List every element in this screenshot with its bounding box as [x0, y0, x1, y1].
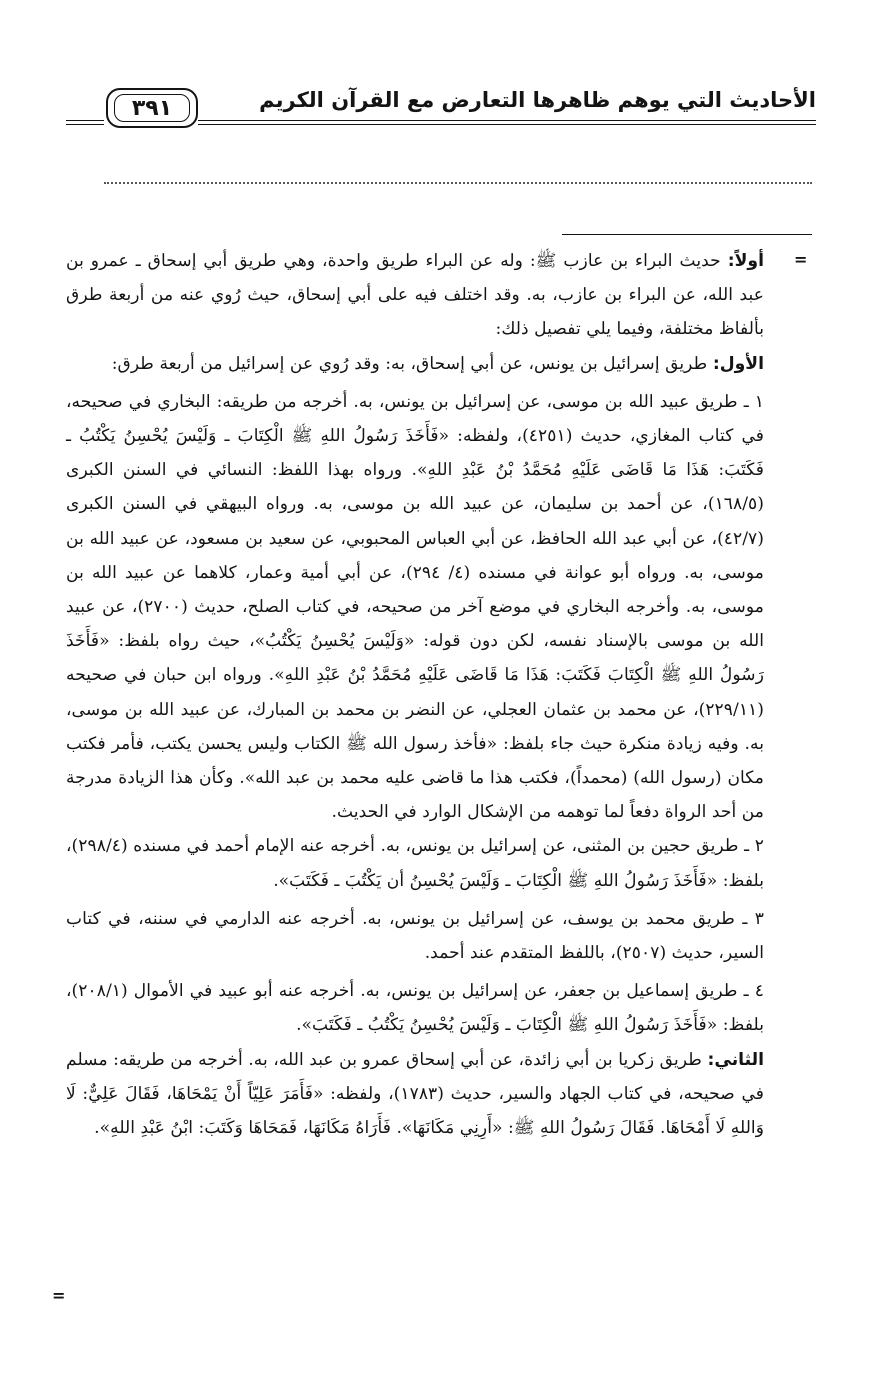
paragraph-text: ١ ـ طريق عبيد الله بن موسى، عن إسرائيل بن يونس، به. أخرجه من طريقه: البخاري في صحيحه، في كتاب المغازي، حديث (٤٢٥١)، ولفظه: «فَأَخَذَ رَسُولُ اللهِ ﷺ الْكِتَابَ ـ وَلَيْسَ يُحْسِنُ يَكْتُبُ ـ فَكَتَبَ: هَذَا مَا قَاضَى عَلَيْهِ مُحَمَّدُ بْنُ عَبْدِ اللهِ». ورواه بهذا اللفظ: النسائي في السنن الكبرى (١٦٨/٥)، عن أحمد بن سليمان، عن عبيد الله بن موسى، به. ورواه البيهقي في السنن الكبرى (٤٢/٧)، عن أبي عبد الله الحافظ، عن أبي العباس المحبوبي، عن سعيد بن مسعود، عن عبيد الله بن موسى، به. ورواه أبو عوانة في مسنده (٤/ ٢٩٤)، عن أبي أمية وعمار، كلاهما عن عبيد الله بن موسى، به. وأخرجه البخاري في موضع آخر من صحيحه، في كتاب الصلح، حديث (٢٧٠٠)، عن عبيد الله بن موسى بالإسناد نفسه، لكن دون قوله: «وَلَيْسَ يُحْسِنُ يَكْتُبُ»، حيث رواه بلفظ: «فَأَخَذَ رَسُولُ اللهِ ﷺ الْكِتَابَ فَكَتَبَ: هَذَا مَا قَاضَى عَلَيْهِ مُحَمَّدُ بْنُ عَبْدِ اللهِ». ورواه ابن حبان في صحيحه (٢٢٩/١١)، عن محمد بن عثمان العجلي، عن النضر بن محمد بن المبارك، عن عبيد الله بن موسى، به. وفيه زيادة منكرة حيث جاء بلفظ: «فأخذ رسول الله ﷺ الكتاب وليس يحسن يكتب، فأمر فكتب مكان (رسول الله) (محمداً)، فكتب هذا ما قاضى عليه محمد بن عبد الله». وكأن هذا الزيادة مدرجة من أحد الرواة دفعاً لما توهمه من الإشكال الوارد في الحديث.: [66, 391, 765, 823]
running-header: [66, 86, 816, 136]
paragraph-first: [66, 244, 764, 347]
paragraph-path-3: [66, 902, 764, 970]
paragraph-text: ٤ ـ طريق إسماعيل بن جعفر، عن إسرائيل بن يونس، به. أخرجه عنه أبو عبيد في الأموال (٢٠٨/١)، بلفظ: «فَأَخَذَ رَسُولُ اللهِ ﷺ الْكِتَابَ ـ وَلَيْسَ يُحْسِنُ يَكْتُبُ ـ فَكَتَبَ».: [66, 981, 764, 1036]
paragraph-path-1: [66, 385, 764, 830]
header-title: الأحاديث التي يوهم ظاهرها التعارض مع القرآن الكريم: [259, 88, 816, 112]
separator-dotted-line: [104, 182, 812, 184]
paragraph-text: طريق زكريا بن أبي زائدة، عن أبي إسحاق عمرو بن عبد الله، به. أخرجه من طريقه: مسلم في صحيحه، في كتاب الجهاد والسير، حديث (١٧٨٣)، ولفظه: «فَأَمَرَ عَلِيّاً أَنْ يَمْحَاهَا، فَقَالَ عَلِيٌّ: لَا وَاللهِ لَا أَمْحَاهَا. فَقَالَ رَسُولُ اللهِ ﷺ: «أَرِنِي مَكَانَهَا». فَأَرَاهُ مَكَانَهَا، فَمَحَاهَا وَكَتَبَ: ابْنُ عَبْدِ اللهِ».: [66, 1049, 765, 1139]
header-rule-right-double: [198, 124, 816, 125]
section-lead: الثاني:: [707, 1049, 764, 1070]
section-lead: الأول:: [712, 353, 764, 374]
page-number-frame: [106, 88, 198, 128]
paragraph-text: ٢ ـ طريق حجين بن المثنى، عن إسرائيل بن يونس، به. أخرجه عنه الإمام أحمد في مسنده (٢٩٨/٤)، بلفظ: «فَأَخَذَ رَسُولُ اللهِ ﷺ الْكِتَابَ ـ وَلَيْسَ يُحْسِنُ أن يَكْتُبَ ـ فَكَتَبَ».: [66, 836, 764, 891]
continues-to-mark: =: [52, 1286, 66, 1305]
paragraph-path-4: [66, 974, 764, 1042]
continued-from-mark: =: [794, 250, 808, 269]
page-number: ٣٩١: [114, 94, 190, 122]
paragraph-text: حديث البراء بن عازب ﷺ: وله عن البراء طريق واحدة، وهي طريق أبي إسحاق ـ عمرو بن عبد الله، عن البراء بن عازب، به. وقد اختلف فيه على أبي إسحاق، حيث رُوي عنه من أربعة طرق بألفاظ مختلفة، وفيما يلي تفصيل ذلك:: [66, 251, 764, 340]
paragraph-text: ٣ ـ طريق محمد بن يوسف، عن إسرائيل بن يونس، به. أخرجه عنه الدارمي في سننه، في كتاب السير، حديث (٢٥٠٧)، باللفظ المتقدم عند أحمد.: [66, 908, 764, 964]
section-lead: أولاً:: [727, 251, 764, 271]
header-rule-left: [66, 120, 104, 121]
header-rule-right: [198, 120, 816, 121]
footnote-body: [66, 244, 764, 1145]
paragraph-path-2: [66, 829, 764, 897]
paragraph-text: طريق إسرائيل بن يونس، عن أبي إسحاق، به: وقد رُوي عن إسرائيل من أربعة طرق:: [111, 353, 713, 374]
paragraph-first-path: [66, 347, 764, 381]
footnote-rule: [562, 234, 812, 235]
header-rule-left-double: [66, 124, 104, 125]
paragraph-second-path: [66, 1043, 764, 1146]
